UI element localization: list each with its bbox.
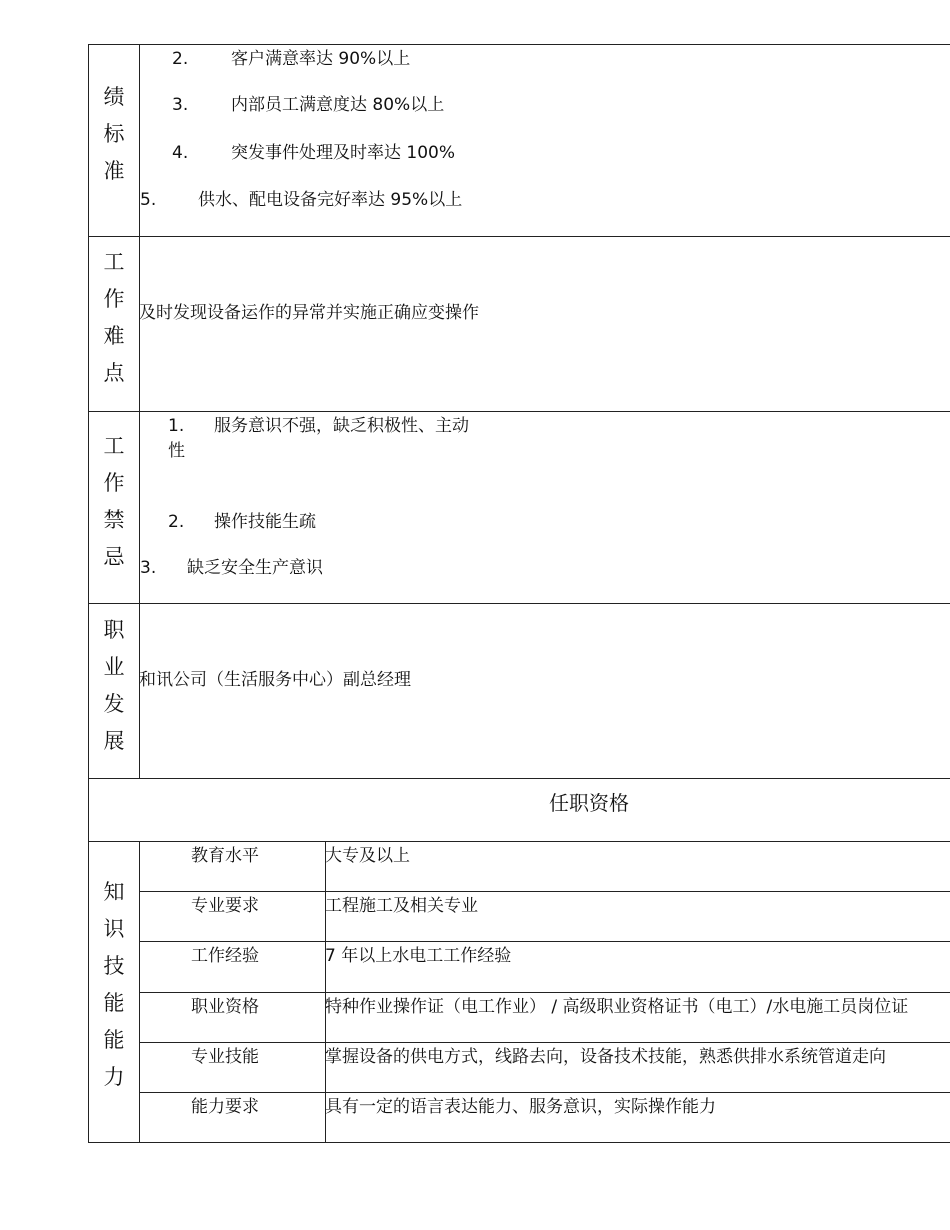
knowledge-row-value: 具有一定的语言表达能力、服务意识，实际操作能力 [325,1097,716,1117]
rule-bottom [88,1142,950,1143]
performance-item-text: 客户满意率达 90%以上 [231,49,411,69]
knowledge-row-value: 大专及以上 [325,846,410,866]
rule-knowledge-row-1 [139,891,950,892]
qualification-title: 任职资格 [549,791,629,815]
rule-label-column-upper [139,44,140,778]
knowledge-row-value: 掌握设备的供电方式，线路去向，设备技术技能，熟悉供排水系统管道走向 [325,1047,886,1067]
knowledge-row-key: 教育水平 [191,846,259,866]
taboo-item-text-wrap: 性 [168,441,185,461]
taboo-label: 工 作 禁 忌 [103,434,125,569]
rule-knowledge-row-5 [139,1092,950,1093]
taboo-item-num: 3. [140,558,157,578]
rule-taboo-bottom [88,603,950,604]
rule-career-bottom [88,778,950,779]
knowledge-row-key: 能力要求 [191,1097,259,1117]
knowledge-row-key: 专业要求 [191,896,259,916]
performance-label: 绩 标 准 [103,85,125,183]
difficulty-text: 及时发现设备运作的异常并实施正确应变操作 [139,303,479,323]
performance-item-text: 供水、配电设备完好率达 95%以上 [198,190,463,210]
knowledge-label: 知 识 技 能 能 力 [103,880,125,1089]
performance-item-num: 5. [140,190,157,210]
taboo-item-num: 2. [168,512,185,532]
rule-knowledge-row-2 [139,941,950,942]
rule-performance-bottom [88,236,950,237]
knowledge-row-value: 工程施工及相关专业 [325,896,478,916]
performance-item-num: 4. [172,143,189,163]
rule-qualification-bottom [88,841,950,842]
career-text: 和讯公司（生活服务中心）副总经理 [139,670,411,690]
taboo-item-text: 操作技能生疏 [214,512,316,532]
performance-item-num: 3. [172,95,189,115]
knowledge-row-key: 职业资格 [191,997,259,1017]
performance-item-text: 突发事件处理及时率达 100% [231,143,456,163]
knowledge-row-value: 7 年以上水电工工作经验 [325,946,512,966]
career-label: 职 业 发 展 [103,618,125,753]
difficulty-label: 工 作 难 点 [103,250,125,385]
taboo-item-text: 缺乏安全生产意识 [187,558,323,578]
rule-label-column-lower [139,841,140,1142]
rule-top [88,44,950,45]
taboo-item-text: 服务意识不强，缺乏积极性、主动 [214,416,469,436]
knowledge-row-value: 特种作业操作证（电工作业） / 高级职业资格证书（电工）/水电施工员岗位证 [325,997,909,1017]
rule-knowledge-row-3 [139,992,950,993]
rule-difficulty-bottom [88,411,950,412]
rule-knowledge-row-4 [139,1042,950,1043]
knowledge-row-key: 专业技能 [191,1047,259,1067]
performance-item-num: 2. [172,49,189,69]
performance-item-text: 内部员工满意度达 80%以上 [231,95,445,115]
knowledge-row-key: 工作经验 [191,946,259,966]
taboo-item-num: 1. [168,416,185,436]
